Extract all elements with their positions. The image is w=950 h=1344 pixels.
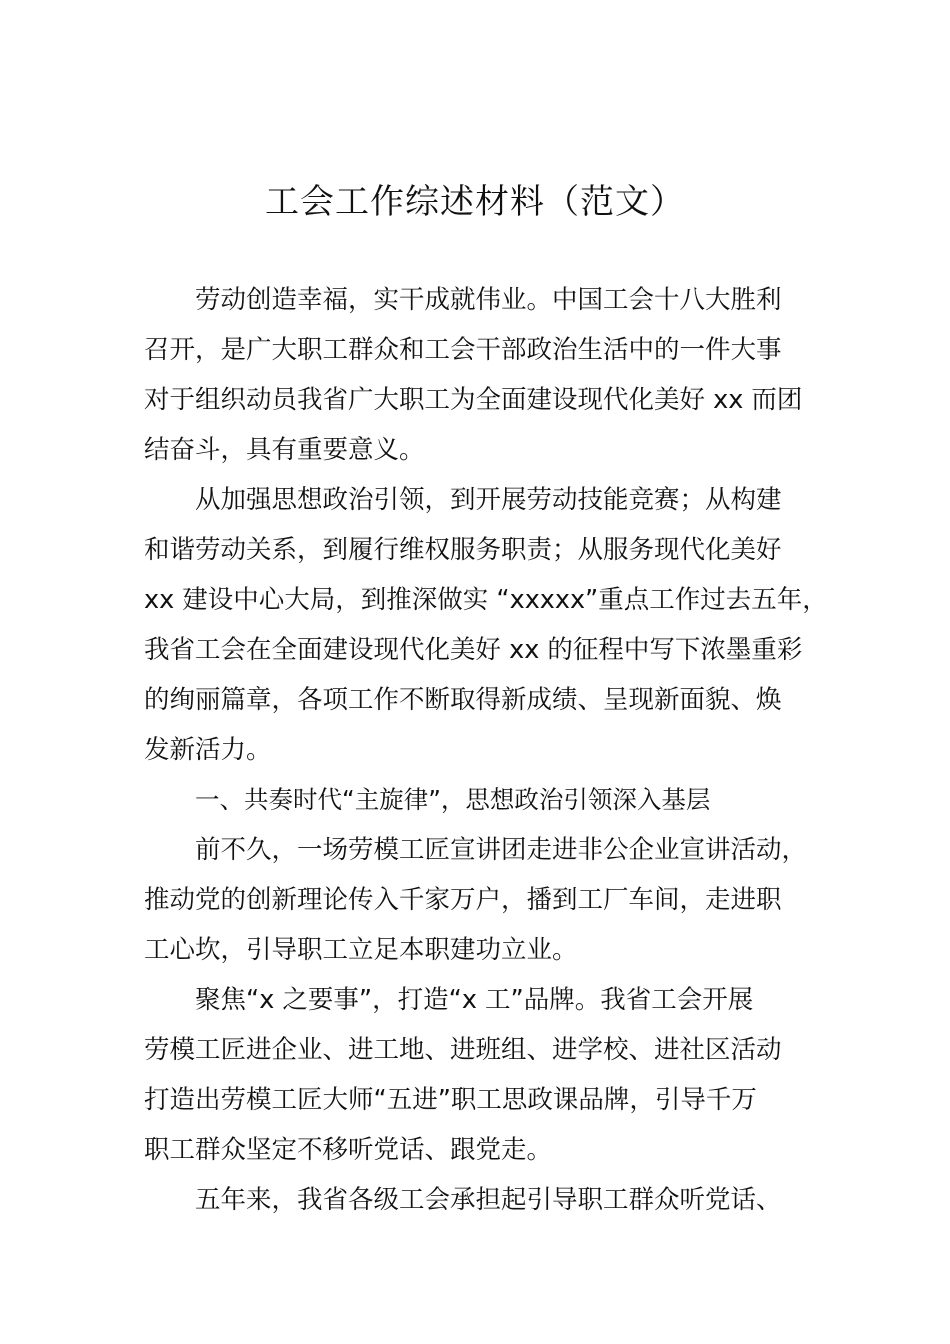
body-line: 发新活力。 xyxy=(144,735,272,765)
body-line: 推动党的创新理论传入千家万户，播到工厂车间，走进职 xyxy=(144,885,782,915)
body-line: 结奋斗，具有重要意义。 xyxy=(144,435,425,465)
section-heading: 一、共奏时代“主旋律”，思想政治引领深入基层 xyxy=(195,785,711,814)
body-line: 从加强思想政治引领，到开展劳动技能竞赛；从构建 xyxy=(195,485,782,515)
body-line: 劳动创造幸福，实干成就伟业。中国工会十八大胜利 xyxy=(195,285,782,315)
document-title: 工会工作综述材料（范文） xyxy=(265,182,685,222)
body-line: 我省工会在全面建设现代化美好 xx 的征程中写下浓墨重彩 xyxy=(144,635,803,665)
body-line: 职工群众坚定不移听党话、跟党走。 xyxy=(144,1135,553,1165)
body-line: 劳模工匠进企业、进工地、进班组、进学校、进社区活动 xyxy=(144,1035,782,1065)
body-line: 五年来，我省各级工会承担起引导职工群众听党话、 xyxy=(195,1185,782,1215)
body-line: 工心坎，引导职工立足本职建功立业。 xyxy=(144,935,578,965)
body-line: 前不久，一场劳模工匠宣讲团走进非公企业宣讲活动， xyxy=(195,835,808,865)
body-line: 聚焦“x 之要事”，打造“x 工”品牌。我省工会开展 xyxy=(195,985,754,1015)
body-line: 召开，是广大职工群众和工会干部政治生活中的一件大事 xyxy=(144,335,782,365)
body-line: xx 建设中心大局，到推深做实 “xxxxx”重点工作过去五年， xyxy=(144,585,828,615)
body-line: 和谐劳动关系，到履行维权服务职责；从服务现代化美好 xyxy=(144,535,782,565)
body-line: 的绚丽篇章，各项工作不断取得新成绩、呈现新面貌、焕 xyxy=(144,685,782,715)
body-line: 打造出劳模工匠大师“五进”职工思政课品牌，引导千万 xyxy=(144,1085,757,1115)
body-line: 对于组织动员我省广大职工为全面建设现代化美好 xx 而团 xyxy=(144,385,803,415)
document-body xyxy=(144,275,828,1225)
